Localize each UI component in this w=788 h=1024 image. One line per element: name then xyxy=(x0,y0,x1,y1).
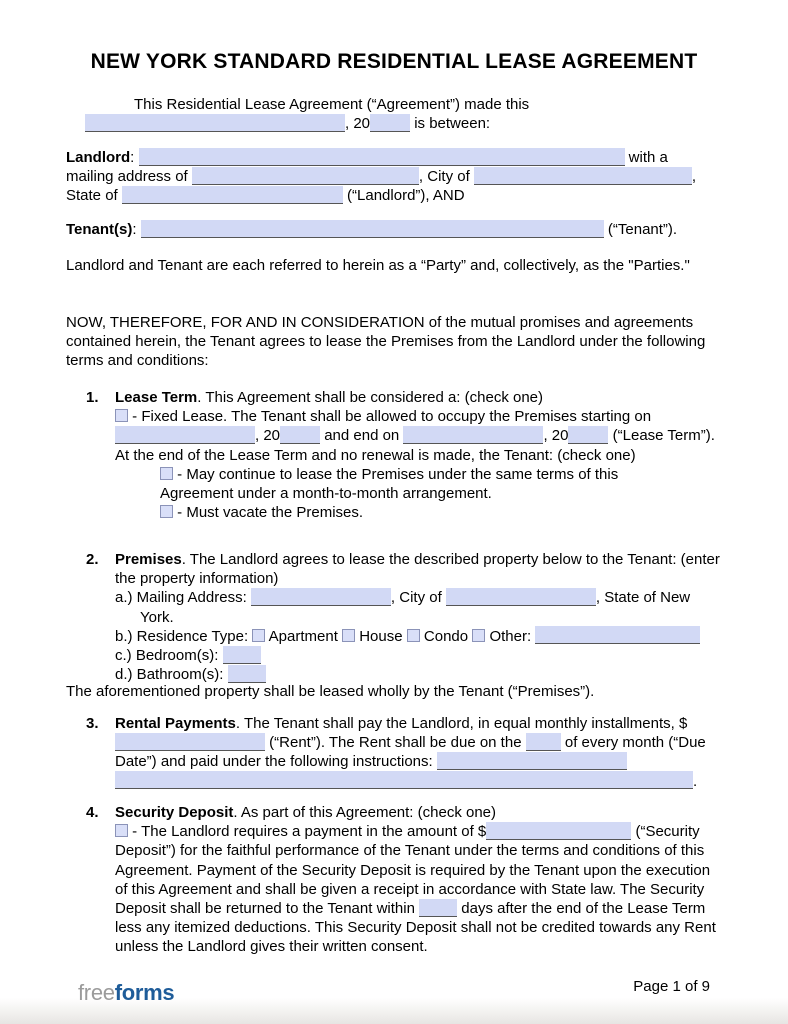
bathrooms-field[interactable] xyxy=(228,665,266,683)
payment-instructions-field-1[interactable] xyxy=(437,752,627,770)
freeforms-logo xyxy=(78,980,175,1005)
must-vacate-option xyxy=(160,503,722,522)
landlord-city-prefix: , City of xyxy=(418,168,474,186)
bedrooms-field[interactable] xyxy=(223,646,261,664)
fixed-lease-text: - Fixed Lease. The Tenant shall be allowed to occupy the Premises starting on xyxy=(132,408,656,426)
landlord-state-prefix: State of xyxy=(66,187,122,205)
logo-forms-text: forms xyxy=(114,980,175,1005)
month-to-month-checkbox[interactable] xyxy=(160,467,173,480)
lease-end-year-field[interactable] xyxy=(568,426,608,444)
rent-amount-field[interactable] xyxy=(115,733,265,751)
landlord-state-field[interactable] xyxy=(122,186,343,204)
condo-label: Condo xyxy=(423,627,469,645)
deposit-text-mid: (“Security Deposit”) for the faithful performance of the Tenant under the terms and conditions of this Agreement. Payment of the Security Deposit is required by the Tenant upon the execution of this Agreement and shall be given a receipt in accordance with State law. The Security Deposit shall be returned to the Tenant within xyxy=(115,823,715,918)
lease-end-prefix: and end on xyxy=(320,427,404,445)
section-premises xyxy=(86,550,725,684)
apartment-label: Apartment xyxy=(268,627,338,645)
tenant-colon: : xyxy=(132,221,141,238)
other-checkbox[interactable] xyxy=(472,629,485,642)
section-3-number: 3. xyxy=(86,715,99,732)
landlord-and-suffix: (“Landlord”), AND xyxy=(342,187,465,205)
section-4-intro: . As part of this Agreement: (check one) xyxy=(233,804,497,821)
section-1-title: Lease Term xyxy=(115,389,198,406)
tenant-suffix: (“Tenant”). xyxy=(603,221,678,238)
parties-paragraph: Landlord and Tenant are each referred to herein as a “Party” and, collectively, as the "Parties." xyxy=(66,257,690,274)
rent-due-prefix: (“Rent”). The Rent shall be due on the xyxy=(265,734,526,752)
must-vacate-text: - Must vacate the Premises. xyxy=(177,504,364,522)
instructions-prefix: of every month (“Due Date”) and paid under the following instructions: xyxy=(115,734,710,771)
section-4-number: 4. xyxy=(86,804,99,821)
intro-year-prefix: , 20 xyxy=(345,115,371,133)
house-label: House xyxy=(359,627,403,645)
lease-end-year-prefix: , 20 xyxy=(543,427,569,445)
item-b-label: b.) xyxy=(115,627,133,645)
agreement-date-field[interactable] xyxy=(85,114,345,132)
month-to-month-text: - May continue to lease the Premises under the same terms of this Agreement under a month-to-month arrangement. xyxy=(160,465,622,503)
page-indicator: Page 1 of 9 xyxy=(633,978,710,995)
agreement-year-field[interactable] xyxy=(370,114,410,132)
section-lease-term xyxy=(86,388,722,522)
section-2-intro: . The Landlord agrees to lease the described property below to the Tenant: (enter the property information) xyxy=(115,551,725,588)
tenant-label: Tenant(s) xyxy=(66,221,133,238)
fixed-lease-clause xyxy=(115,407,722,465)
tenant-names-field[interactable] xyxy=(141,220,604,238)
condo-checkbox[interactable] xyxy=(407,629,420,642)
premises-item-a xyxy=(115,588,722,626)
item-b-prefix: Residence Type: xyxy=(132,627,253,645)
deposit-return-days-field[interactable] xyxy=(419,899,457,917)
apartment-checkbox[interactable] xyxy=(252,629,265,642)
premises-item-b xyxy=(115,627,722,646)
item-c-prefix: Bedroom(s): xyxy=(131,647,223,665)
lease-end-date-field[interactable] xyxy=(403,426,543,444)
item-a-suffix: , State of New York. xyxy=(140,589,695,626)
item-d-prefix: Bathroom(s): xyxy=(132,666,228,684)
security-deposit-amount-field[interactable] xyxy=(486,822,631,840)
section-2-number: 2. xyxy=(86,551,99,568)
premises-address-field[interactable] xyxy=(251,588,391,606)
intro-tail: is between: xyxy=(410,115,491,133)
page-title: NEW YORK STANDARD RESIDENTIAL LEASE AGREEMENT xyxy=(90,50,698,73)
section-security-deposit xyxy=(86,803,722,957)
section-1-intro: . This Agreement shall be considered a: (check one) xyxy=(197,389,544,406)
security-deposit-clause xyxy=(115,822,722,956)
item-a-city-prefix: , City of xyxy=(390,589,446,607)
landlord-address-prefix: mailing address of xyxy=(66,168,192,186)
lease-start-year-prefix: , 20 xyxy=(255,427,281,445)
consideration-paragraph: NOW, THEREFORE, FOR AND IN CONSIDERATION of the mutual promises and agreements contained herein, the Tenant agrees to lease the Premises from the Landlord under the following terms and conditions: xyxy=(66,314,706,370)
residence-other-field[interactable] xyxy=(535,626,700,644)
section-3-title: Rental Payments xyxy=(115,715,236,732)
landlord-address-field[interactable] xyxy=(192,167,419,185)
rent-due-day-field[interactable] xyxy=(526,733,561,751)
premises-city-field[interactable] xyxy=(446,588,596,606)
section-3-intro: . The Tenant shall pay the Landlord, in equal monthly installments, $ xyxy=(235,715,688,732)
landlord-name-field[interactable] xyxy=(139,148,625,166)
logo-free-text: free xyxy=(78,980,115,1005)
landlord-label: Landlord xyxy=(66,149,131,166)
tenant-clause xyxy=(66,220,726,239)
landlord-colon: : xyxy=(130,149,139,166)
fixed-lease-checkbox[interactable] xyxy=(115,409,128,422)
item-d-label: d.) xyxy=(115,666,133,684)
intro-paragraph xyxy=(85,95,685,133)
premises-item-c xyxy=(115,646,722,665)
item-c-label: c.) xyxy=(115,647,132,665)
deposit-text-end: days after the end of the Lease Term less any itemized deductions. This Security Deposit shall not be credited towards any Rent unless the Landlord gives their written consent. xyxy=(115,900,721,956)
item-a-prefix: Mailing Address: xyxy=(132,589,251,607)
month-to-month-option xyxy=(160,465,682,503)
payment-instructions-field-2[interactable] xyxy=(115,771,693,789)
landlord-city-field[interactable] xyxy=(474,167,692,185)
lease-start-date-field[interactable] xyxy=(115,426,255,444)
landlord-line2-comma: , xyxy=(691,168,697,186)
must-vacate-checkbox[interactable] xyxy=(160,505,173,518)
fixed-lease-tail: (“Lease Term”). At the end of the Lease Term and no renewal is made, the Tenant: (check one) xyxy=(115,427,719,464)
section-rental-payments xyxy=(86,714,722,791)
landlord-with-a: with a xyxy=(624,149,668,166)
section-1-number: 1. xyxy=(86,389,99,406)
house-checkbox[interactable] xyxy=(342,629,355,642)
item-a-label: a.) xyxy=(115,589,133,607)
section-3-period: . xyxy=(693,772,698,790)
premises-closing: The aforementioned property shall be leased wholly by the Tenant (“Premises”). xyxy=(66,683,595,700)
other-label: Other: xyxy=(489,627,532,645)
lease-start-year-field[interactable] xyxy=(280,426,320,444)
section-2-title: Premises xyxy=(115,551,182,568)
section-4-title: Security Deposit xyxy=(115,804,234,821)
landlord-clause xyxy=(66,148,726,206)
deposit-text-start: - The Landlord requires a payment in the amount of $ xyxy=(132,823,487,841)
intro-line1: This Residential Lease Agreement (“Agreement”) made this xyxy=(134,96,530,113)
security-deposit-checkbox[interactable] xyxy=(115,824,128,837)
